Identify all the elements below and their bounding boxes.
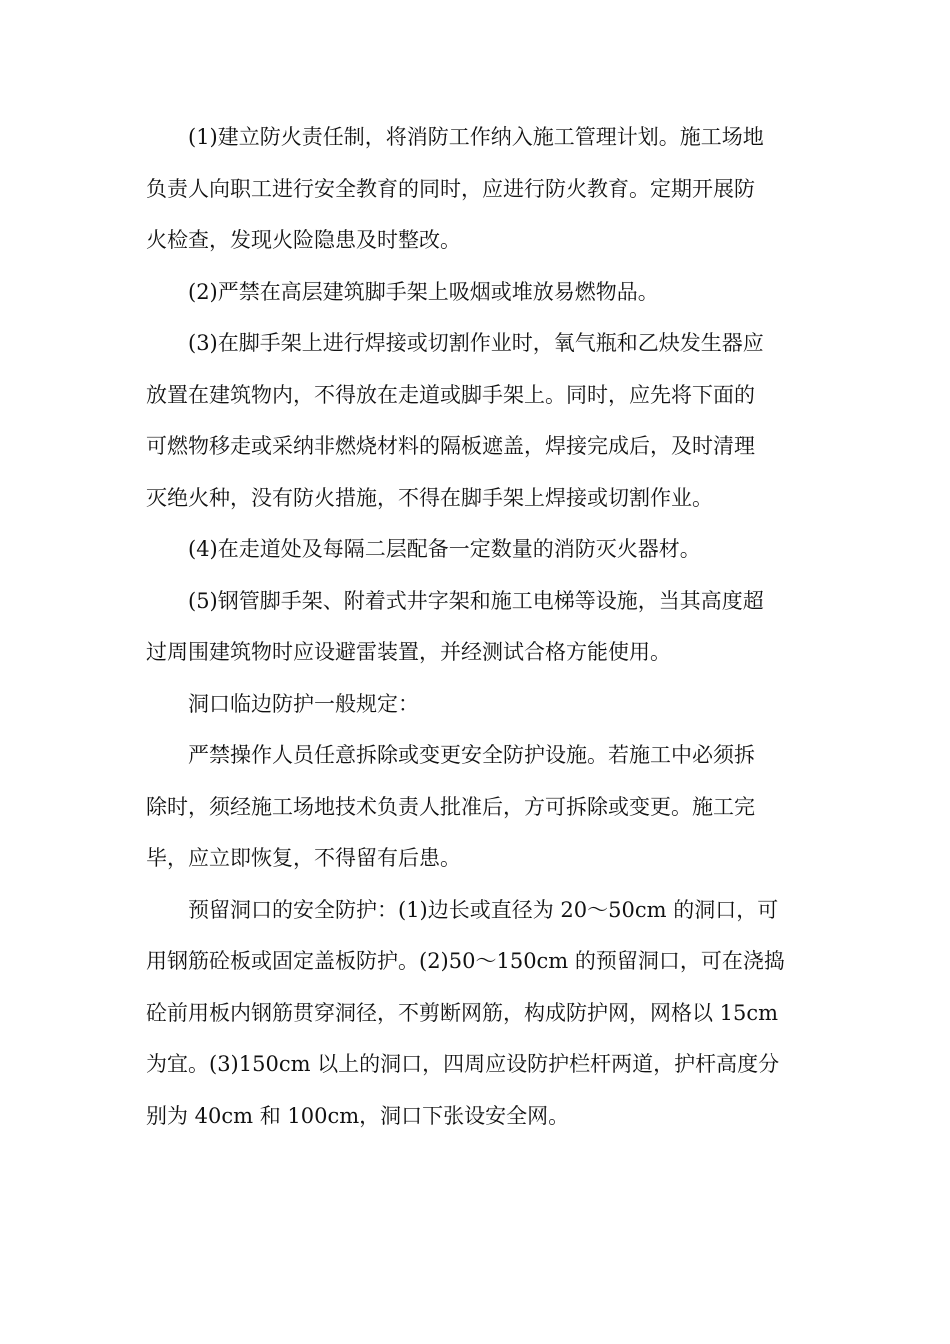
paragraph-8-line-4: 为宜。(3)150cm 以上的洞口，四周应设防护栏杆两道，护杆高度分 — [146, 1052, 780, 1076]
paragraph-5-line-2: 过周围建筑物时应设避雷装置，并经测试合格方能使用。 — [146, 640, 671, 664]
paragraph-1-line-2: 负责人向职工进行安全教育的同时，应进行防火教育。定期开展防 — [146, 177, 755, 201]
paragraph-7-line-3: 毕，应立即恢复，不得留有后患。 — [146, 846, 461, 870]
paragraph-3-line-4: 灭绝火种，没有防火措施，不得在脚手架上焊接或切割作业。 — [146, 486, 713, 510]
paragraph-1-line-3: 火检查，发现火险隐患及时整改。 — [146, 228, 461, 252]
paragraph-8-line-1: 预留洞口的安全防护：(1)边长或直径为 20～50cm 的洞口，可 — [188, 898, 779, 922]
paragraph-2-line-1: (2)严禁在高层建筑脚手架上吸烟或堆放易燃物品。 — [188, 280, 659, 304]
paragraph-8-line-3: 砼前用板内钢筋贯穿洞径，不剪断网筋，构成防护网，网格以 15cm — [146, 1001, 779, 1025]
paragraph-3-line-1: (3)在脚手架上进行焊接或切割作业时，氧气瓶和乙炔发生器应 — [188, 331, 764, 355]
paragraph-1-line-1: (1)建立防火责任制，将消防工作纳入施工管理计划。施工场地 — [188, 125, 764, 149]
paragraph-3-line-3: 可燃物移走或采纳非燃烧材料的隔板遮盖，焊接完成后，及时清理 — [146, 434, 755, 458]
paragraph-3-line-2: 放置在建筑物内，不得放在走道或脚手架上。同时，应先将下面的 — [146, 383, 755, 407]
paragraph-4-line-1: (4)在走道处及每隔二层配备一定数量的消防灭火器材。 — [188, 537, 701, 561]
section-heading: 洞口临边防护一般规定： — [188, 692, 419, 716]
paragraph-8-line-5: 别为 40cm 和 100cm，洞口下张设安全网。 — [146, 1104, 570, 1128]
paragraph-8-line-2: 用钢筋砼板或固定盖板防护。(2)50～150cm 的预留洞口，可在浇捣 — [146, 949, 785, 973]
paragraph-5-line-1: (5)钢管脚手架、附着式井字架和施工电梯等设施，当其高度超 — [188, 589, 764, 613]
paragraph-7-line-1: 严禁操作人员任意拆除或变更安全防护设施。若施工中必须拆 — [188, 743, 755, 767]
paragraph-7-line-2: 除时，须经施工场地技术负责人批准后，方可拆除或变更。施工完 — [146, 795, 755, 819]
